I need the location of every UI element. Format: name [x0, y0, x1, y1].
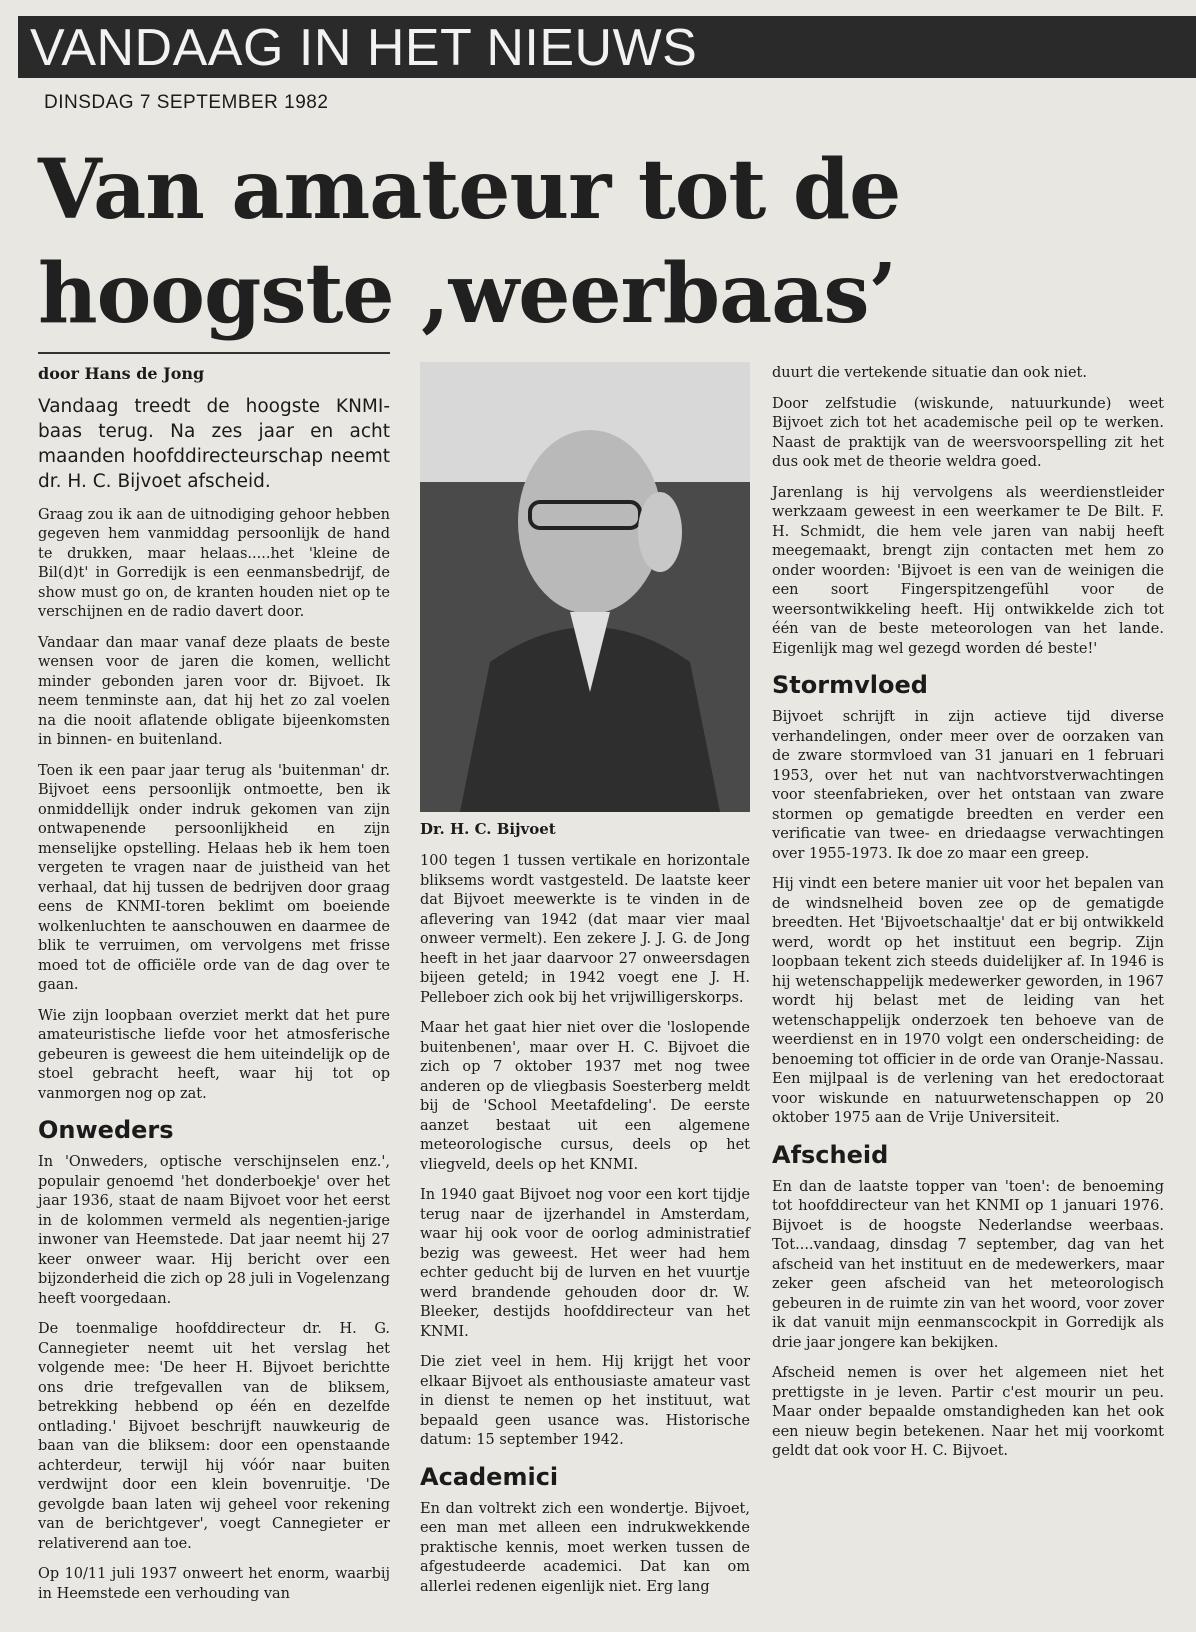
paragraph: Jarenlang is hij vervolgens als weerdienstleider werkzaam geweest in een weerkamer te De Bilt. F. H. Schmidt, die hem vele jaren van nabij heeft meegemaakt, brengt zijn contacten met hem zo onder woorden: 'Bijvoet is een van de weinigen die een soort Fingerspitzengefühl voor de weersontwikkeling heeft. Hij ontwikkelde zich tot één van de beste meteorologen van het lande. Eigenlijk mag wel gezegd worden dé beste!': [772, 484, 1164, 657]
paragraph: duurt die vertekende situatie dan ook niet.: [772, 365, 1087, 381]
subheading-stormvloed: Stormvloed: [772, 671, 928, 699]
headline-line-2: hoogste ,weerbaas’: [38, 246, 897, 342]
photo-caption: Dr. H. C. Bijvoet: [420, 820, 556, 838]
headline-line-1: Van amateur tot de: [38, 142, 901, 238]
paragraph: In 'Onweders, optische verschijnselen enz.', populair genoemd 'het donderboekje' over het jaar 1936, staat de naam Bijvoet voor het eerst in de kolommen vermeld als negentien-jarige inwoner van Heemstede. Dat jaar neemt hij 27 keer onweer waar. Hij bericht over een bijzonderheid die zich op 28 juli in Vogelenzang heeft voorgedaan.: [38, 1154, 391, 1307]
subheading-afscheid: Afscheid: [772, 1140, 889, 1169]
dateline: DINSDAG 7 SEPTEMBER 1982: [44, 92, 329, 113]
paragraph: Hij vindt een betere manier uit voor het bepalen van de windsnelheid boven zee op de gematigde breedten. Het 'Bijvoetschaaltje' dat er bij ontwikkeld werd, wordt op het instituut een begrip. Zijn loopbaan tekent zich steeds duidelijker af. In 1946 is hij wetenschappelijk medewerker geworden, in 1967 wordt hij belast met de leiding van het wetenschappelijk onderzoek ten behoeve van de weerdienst en in 1970 volgt een onderscheiding: de benoeming tot officier in de orde van Oranje-Nassau. Een mijlpaal is de verlening van het eredoctoraat voor wiskunde en natuurwetenschappen op 20 oktober 1975 aan de Vrije Universiteit.: [772, 876, 1164, 1126]
paragraph: Graag zou ik aan de uitnodiging gehoor hebben gegeven hem vanmiddag persoonlijk de hand te drukken, maar helaas.....het 'kleine de Bil(d)t' in Gorredijk is een eenmansbedrijf, de show must go on, de kranten houden niet op te verschijnen en de radio davert door.: [38, 506, 390, 620]
portrait-photo: [420, 362, 750, 812]
section-banner: [18, 16, 1196, 78]
paragraph: En dan de laatste topper van 'toen': de benoeming tot hoofddirecteur van het KNMI op 1 januari 1976. Bijvoet is de hoogste Nederlandse weerbaas. Tot....vandaag, dinsdag 7 september, dag van het afscheid van het instituut en de medewerkers, maar zeker geen afscheid van het meteorologisch gebeuren in de ruimte zin van het woord, voor zover ik dat vanuit mijn eenmanscockpit in Gorredijk als drie jaar jongere kan bekijken.: [772, 1178, 1164, 1351]
column-1: [38, 364, 390, 1615]
paragraph: Die ziet veel in hem. Hij krijgt het voor elkaar Bijvoet als enthousiaste amateur vast in dienst te nemen op het instituut, wat bepaald geen usance was. Historische datum: 15 september 1942.: [420, 1354, 750, 1448]
paragraph: Bijvoet schrijft in zijn actieve tijd diverse verhandelingen, onder meer over de oorzaken van de zware stormvloed van 31 januari en 1 februari 1953, over het nut van nachtvorstverwachtingen voor steenfabrieken, over het ontstaan van zware stormen op gematigde breedten en verder een verificatie van twee- en driedaagse verwachtingen over 1955-1973. Ik doe zo maar een greep.: [772, 709, 1164, 862]
paragraph: 100 tegen 1 tussen vertikale en horizontale bliksems wordt vastgesteld. De laatste keer dat Bijvoet meewerkte is te vinden in de aflevering van 1942 (dat maar vier maal onweer vermelt). Een zekere J. J. G. de Jong heeft in het jaar daarvoor 27 onweersdagen bijeen geteld; in 1942 voegt ene J. H. Pelleboer zich ook bij het vrijwilligerskorps.: [420, 853, 750, 1006]
paragraph: Maar het gaat hier niet over die 'loslopende buitenbenen', maar over H. C. Bijvoet die zich op 7 oktober 1937 met nog twee anderen op de vliegbasis Soesterberg meldt bij de 'School Meetafdeling'. De eerste aanzet bestaat uit een algemene meteorologische cursus, deels op het vliegveld, deels op het KNMI.: [420, 1020, 750, 1173]
subheading-academici: Academici: [420, 1462, 559, 1491]
column-rule: [38, 352, 390, 354]
intro-paragraph: Vandaag treedt de hoogste KNMI-baas terug. Na zes jaar en acht maanden hoofddirecteurschap neemt dr. H. C. Bijvoet afscheid.: [38, 395, 390, 492]
column-2: [420, 852, 750, 1608]
paragraph: Toen ik een paar jaar terug als 'buitenman' dr. Bijvoet eens persoonlijk ontmoette, ben ik onmiddellijk onder indruk gekomen van zijn ontwapenende persoonlijkheid en zijn menselijke opstelling. Helaas heb ik hem toen vergeten te vragen naar de juistheid van het verhaal, dat hij tussen de bedrijven door graag eens de KNMI-toren beklimt om boeiende wolkenluchten te aanschouwen en daarmee de blik te verruimen, om vervolgens met frisse moed tot de officiële orde van de dag over te gaan.: [38, 762, 390, 993]
paragraph: En dan voltrekt zich een wondertje. Bijvoet, een man met alleen een indrukwekkende praktische kennis, moet werken tussen de afgestudeerde academici. Dat kan om allerlei redenen eigenlijk niet. Erg lang: [420, 1500, 750, 1595]
subheading-onweders: Onweders: [38, 1116, 174, 1144]
paragraph: Door zelfstudie (wiskunde, natuurkunde) weet Bijvoet zich tot het academische peil op te werken. Naast de praktijk van de weersvoorspelling zit het dus ook met de theorie weldra goed.: [772, 395, 1164, 470]
paragraph: Wie zijn loopbaan overziet merkt dat het pure amateuristische liefde voor het atmosferische gebeuren is geweest die hem uiteindelijk op de stoel gebracht heeft, waar hij tot op vanmorgen nog op zat.: [38, 1007, 390, 1102]
portrait-image: [420, 362, 750, 812]
section-title: VANDAAG IN HET NIEUWS: [30, 19, 698, 77]
paragraph: Vandaar dan maar vanaf deze plaats de beste wensen voor de jaren die komen, wellicht minder gebonden jaren voor dr. Bijvoet. Ik neem tenminste aan, dat hij het zo zal voelen na die nooit aflatende obligate bijeenkomsten in binnen- en buitenland.: [38, 634, 390, 748]
paragraph: Op 10/11 juli 1937 onweert het enorm, waarbij in Heemstede een verhouding van: [38, 1566, 390, 1602]
byline: door Hans de Jong: [38, 364, 205, 383]
paragraph: Afscheid nemen is over het algemeen niet het prettigste in je leven. Partir c'est mourir un peu. Maar onder bepaalde omstandigheden kan het ook een nieuw begin betekenen. Naar het mij voorkomt geldt dat ook voor H. C. Bijvoet.: [772, 1365, 1164, 1459]
column-3: [772, 364, 1164, 1473]
paragraph: De toenmalige hoofddirecteur dr. H. G. Cannegieter neemt uit het verslag het volgende mee: 'De heer H. Bijvoet berichtte ons drie trefgevallen van de bliksem, betrekking hebbend op één en dezelfde ontlading.' Bijvoet beschrijft nauwkeurig de baan van die bliksem: door een openstaande achterdeur, terwijl hij vóór naar buiten verdwijnt door een klein bovenruitje. 'De gevolgde baan laten wij geheel voor rekening van de berichtgever', voegt Cannegieter er relativerend aan toe.: [38, 1321, 390, 1552]
paragraph: In 1940 gaat Bijvoet nog voor een kort tijdje terug naar de ijzerhandel in Amsterdam, waar hij ook voor de oorlog administratief bezig was geweest. Het weer had hem echter geducht bij de lurven en het vuurtje werd brandende gehouden door dr. W. Bleeker, destijds hoofddirecteur van het KNMI.: [420, 1187, 750, 1340]
headline: [38, 138, 1178, 346]
